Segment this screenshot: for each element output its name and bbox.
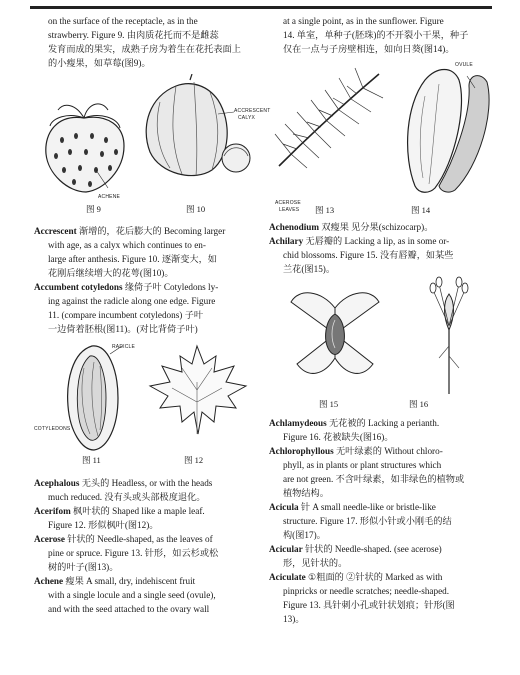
achlamydeous-flower-illustration [419,276,479,396]
headword-aciculate: Aciculate [269,572,306,582]
continued-paragraph-right: at a single point, as in the sunflower. Figure 14. 单室，单种子(胚珠)的不开裂小干果，种子 仅在一点与子房壁相连，如向日葵(图14)。 [283,16,469,54]
achene-seed-illustration [395,66,495,196]
maple-leaf-illustration [142,342,252,442]
acerose-leaves-label-2: LEAVES [279,207,300,213]
headword-accumbent-cotyledons: Accumbent cotyledons [34,282,123,292]
orchid-illustration [285,284,385,384]
figure-12-caption: 图 12 [184,455,204,465]
headword-acerose: Acerose [34,534,65,544]
headword-achilary: Achilary [269,236,304,246]
accrescent-calyx-label-1: ACCRESCENT [234,108,271,114]
pine-branch-illustration [269,64,389,174]
headword-achenodium: Achenodium [269,222,320,232]
entry-acerose: Acerose 针状的 Needle-shaped, as the leaves of pine or spruce. Figure 13. 针形，如云杉或松 树的叶子(图13)。 [34,534,219,572]
strawberry-illustration [38,96,130,196]
entry-achilary: Achilary 无唇瓣的 Lacking a lip, as in some or- chid blossoms. Figure 15. 没有唇瓣，如某些 兰花(图15)。 [269,236,454,274]
headword-acicular: Acicular [269,544,303,554]
entry-aciculate: Aciculate ①粗面的 ②针状的 Marked as with pinpricks or needle scratches; needle-shaped. Figure 13. 具针刺小孔或针状划痕；针形(图 13)。 [269,572,455,624]
entry-accrescent: Accrescent 渐增的，花后膨大的 Becoming larger with age, as a calyx which continues to en- large after anthesis. Figure 10. 逐渐变大，如 花刚后继续增大的花萼(图10)。 [34,226,226,278]
headword-acerifom: Acerifom [34,506,71,516]
accrescent-calyx-label-2: CALYX [238,115,256,121]
entry-acicula: Acicula 针 A small needle-like or bristle-like structure. Figure 17. 形似小针或小刚毛的结 构(图17)。 [269,502,452,540]
acerose-leaves-label-1: ACEROSE [275,200,301,206]
figure-13-caption: 图 13 [315,205,335,215]
figures-15-16 [269,276,497,416]
entry-achlamydeous: Achlamydeous 无花被的 Lacking a perianth. Figure 16. 花被缺失(图16)。 [269,418,440,442]
cotyledons-label: COTYLEDONS [34,426,71,432]
figure-14-caption: 图 14 [411,205,431,215]
entry-acerifom: Acerifom 枫叶状的 Shaped like a maple leaf. Figure 12. 形似枫叶(图12)。 [34,506,205,530]
ovule-label: OVULE [455,62,473,68]
achene-label: ACHENE [98,194,121,200]
page-top-rule [30,6,492,9]
headword-accrescent: Accrescent [34,226,77,236]
figure-11-caption: 图 11 [82,455,101,465]
accrescent-calyx-illustration [136,74,256,186]
figure-9-caption: 图 9 [86,204,101,214]
cotyledon-seed-illustration [60,342,124,454]
figures-13-14 [269,56,497,220]
radicle-label: RADICLE [112,344,136,350]
continued-paragraph: on the surface of the receptacle, as in the strawberry. Figure 9. 由肉质花托而不是雌蕊 发育而成的果实，成熟子房为着生在花托表面上 的小瘦果，如草莓(图9)。 [48,16,241,68]
figures-11-12 [34,336,259,476]
headword-achene: Achene [34,576,64,586]
figure-10-caption: 图 10 [186,204,206,214]
entry-acicular: Acicular 针状的 Needle-shaped. (see acerose) 形，见针状的。 [269,544,442,568]
figures-9-10 [34,70,271,220]
right-column [269,14,497,626]
entry-achlorophyllous: Achlorophyllous 无叶绿素的 Without chloro- phyll, as in plants or plant structures which are not green. 不含叶绿素，如非绿色的植物或 植物结构。 [269,446,465,498]
headword-acicula: Acicula [269,502,299,512]
headword-achlamydeous: Achlamydeous [269,418,327,428]
entry-accumbent-cotyledons: Accumbent cotyledons 缘倚子叶 Cotyledons ly- ing against the radicle along one edge. Figure 11. (compare incumbent cotyledons) 子叶 一边倚着胚根(图11)。(对比背倚子叶) [34,282,219,334]
entry-acephalous: Acephalous 无头的 Headless, or with the heads much reduced. 没有头或头部极度退化。 [34,478,213,502]
left-column [34,14,271,616]
headword-acephalous: Acephalous [34,478,80,488]
figure-16-caption: 图 16 [409,399,429,409]
entry-achenodium: Achenodium 双瘦果 见分果(schizocarp)。 [269,222,434,232]
entry-achene: Achene 瘦果 A small, dry, indehiscent fruit with a single locule and a single seed (ovule), and with the seed attached to the ovary wall [34,576,216,614]
figure-15-caption: 图 15 [319,399,339,409]
headword-achlorophyllous: Achlorophyllous [269,446,334,456]
